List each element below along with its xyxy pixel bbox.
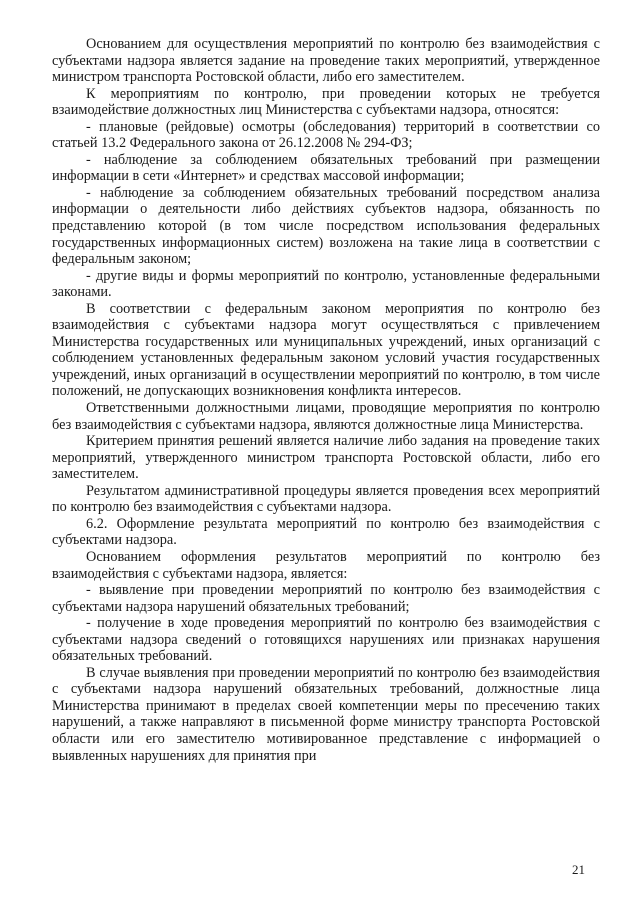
paragraph: - получение в ходе проведения мероприятий по контролю без взаимодействия с субъектами надзора сведений о готовящихся нарушениях или признаках нарушения обязательных требований. bbox=[52, 615, 600, 665]
paragraph: - наблюдение за соблюдением обязательных требований посредством анализа информации о деятельности либо действиях субъектов надзора, обязанность по представлению которой (в том числе посредством использования федеральных государственных информационных систем) возложена на такие лица в соответствии с федеральным законом; bbox=[52, 184, 600, 268]
paragraph: - выявление при проведении мероприятий по контролю без взаимодействия с субъектами надзора нарушений обязательных требований; bbox=[52, 582, 600, 615]
section-heading: 6.2. Оформление результата мероприятий по контролю без взаимодействия с субъектами надзора. bbox=[52, 515, 600, 549]
paragraph: Основанием для осуществления мероприятий по контролю без взаимодействия с субъектами надзора является задание на проведение таких мероприятий, утвержденное министром транспорта Ростовской области, либо его заместителем. bbox=[52, 36, 600, 86]
paragraph: В случае выявления при проведении мероприятий по контролю без взаимодействия с субъектами надзора нарушений обязательных требований, должностные лица Министерства принимают в пределах своей компетенции меры по пресечению таких нарушений, а также направляют в письменной форме министру транспорта Ростовской области или его заместителю мотивированное представление с информацией о выявленных нарушениях для принятия при bbox=[52, 664, 600, 764]
paragraph: Результатом административной процедуры является проведения всех мероприятий по контролю без взаимодействия с субъектами надзора. bbox=[52, 482, 600, 516]
paragraph: - плановые (рейдовые) осмотры (обследования) территорий в соответствии со статьей 13.2 Федерального закона от 26.12.2008 № 294-ФЗ; bbox=[52, 118, 600, 152]
paragraph: Ответственными должностными лицами, проводящие мероприятия по контролю без взаимодействия с субъектами надзора, являются должностные лица Министерства. bbox=[52, 400, 600, 433]
page-number: 21 bbox=[572, 862, 585, 877]
paragraph: К мероприятиям по контролю, при проведении которых не требуется взаимодействие должностных лиц Министерства с субъектами надзора, относятся: bbox=[52, 85, 600, 119]
paragraph: Критерием принятия решений является наличие либо задания на проведение таких мероприятий, утвержденного министром транспорта Ростовской области, либо его заместителем. bbox=[52, 433, 600, 483]
paragraph: Основанием оформления результатов мероприятий по контролю без взаимодействия с субъектами надзора, является: bbox=[52, 548, 600, 582]
paragraph: - наблюдение за соблюдением обязательных требований при размещении информации в сети «Интернет» и средствах массовой информации; bbox=[52, 151, 600, 185]
paragraph: В соответствии с федеральным законом мероприятия по контролю без взаимодействия с субъектами надзора могут осуществляться с привлечением Министерства государственных или муниципальных учреждений, иных организаций с соблюдением установленных федеральным законом условий участия государственных учреждений, иных организаций в осуществлении мероприятий по контролю, в том числе положений, не допускающих возникновения конфликта интересов. bbox=[52, 300, 600, 400]
paragraph: - другие виды и формы мероприятий по контролю, установленные федеральными законами. bbox=[52, 267, 600, 301]
document-page bbox=[52, 36, 600, 764]
